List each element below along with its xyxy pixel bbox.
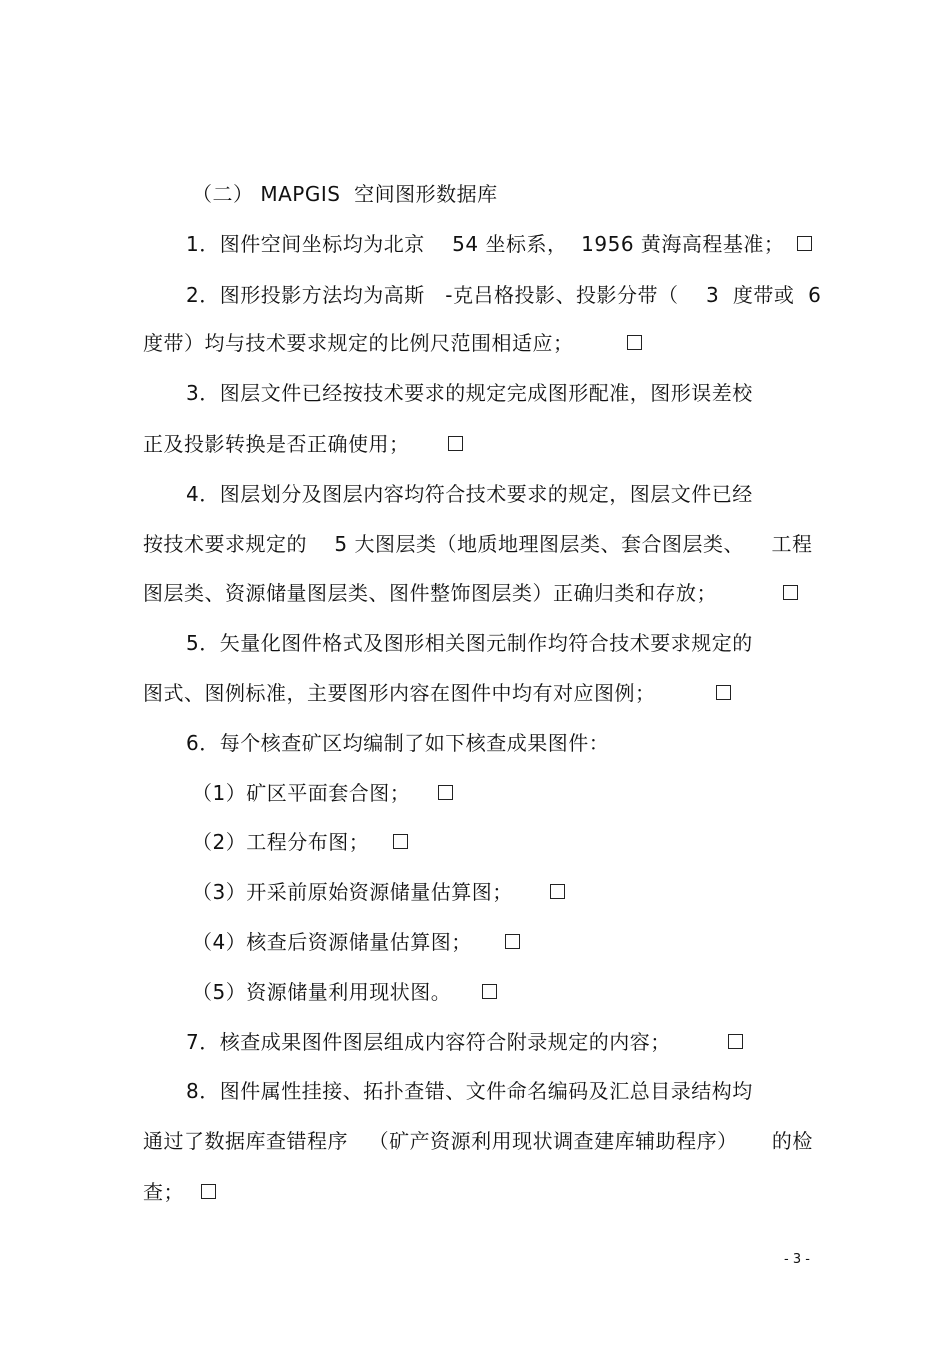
item-4-line-3: 图层类、资源储量图层类、图件整饰图层类）正确归类和存放；: [143, 581, 717, 605]
item-5-checkbox[interactable]: [716, 685, 731, 700]
item-8-line-1: 8．图件属性挂接、拓扑查错、文件命名编码及汇总目录结构均: [186, 1079, 753, 1103]
item-7-checkbox[interactable]: [728, 1034, 743, 1049]
section-title: （二） MAPGIS 空间图形数据库: [192, 182, 498, 206]
item-8-line-2: 通过了数据库查错程序 （矿产资源利用现状调查建库辅助程序） 的检: [143, 1129, 813, 1153]
item-2-line-2: 度带）均与技术要求规定的比例尺范围相适应；: [143, 331, 574, 355]
item-3-line-2: 正及投影转换是否正确使用；: [143, 432, 410, 456]
page-number: - 3 -: [784, 1252, 810, 1267]
item-4-line-1: 4．图层划分及图层内容均符合技术要求的规定，图层文件已经: [186, 482, 753, 506]
subitem-2-line: （2）工程分布图；: [192, 830, 370, 854]
subitem-4-line: （4）核查后资源储量估算图；: [192, 930, 472, 954]
item-1-checkbox[interactable]: [797, 236, 812, 251]
item-1-line: 1．图件空间坐标均为北京 54 坐标系， 1956 黄海高程基准；: [186, 232, 785, 256]
item-4-line-2: 按技术要求规定的 5 大图层类（地质地理图层类、套合图层类、 工程: [143, 532, 813, 556]
item-3-checkbox[interactable]: [448, 436, 463, 451]
item-8-checkbox[interactable]: [201, 1184, 216, 1199]
item-6-line: 6．每个核查矿区均编制了如下核查成果图件：: [186, 731, 610, 755]
item-5-line-2: 图式、图例标准，主要图形内容在图件中均有对应图例；: [143, 681, 656, 705]
item-5-line-1: 5．矢量化图件格式及图形相关图元制作均符合技术要求规定的: [186, 631, 753, 655]
subitem-3-line: （3）开采前原始资源储量估算图；: [192, 880, 513, 904]
subitem-2-checkbox[interactable]: [393, 834, 408, 849]
item-4-checkbox[interactable]: [783, 585, 798, 600]
subitem-5-checkbox[interactable]: [482, 984, 497, 999]
subitem-1-checkbox[interactable]: [438, 785, 453, 800]
item-2-line-1: 2．图形投影方法均为高斯 -克吕格投影、投影分带（ 3 度带或 6: [186, 283, 822, 307]
subitem-4-checkbox[interactable]: [505, 934, 520, 949]
subitem-1-line: （1）矿区平面套合图；: [192, 781, 411, 805]
item-2-checkbox[interactable]: [627, 335, 642, 350]
item-8-line-3: 查；: [143, 1180, 184, 1204]
subitem-3-checkbox[interactable]: [550, 884, 565, 899]
subitem-5-line: （5）资源储量利用现状图。: [192, 980, 452, 1004]
item-3-line-1: 3．图层文件已经按技术要求的规定完成图形配准，图形误差校: [186, 381, 753, 405]
item-7-line: 7．核查成果图件图层组成内容符合附录规定的内容；: [186, 1030, 671, 1054]
